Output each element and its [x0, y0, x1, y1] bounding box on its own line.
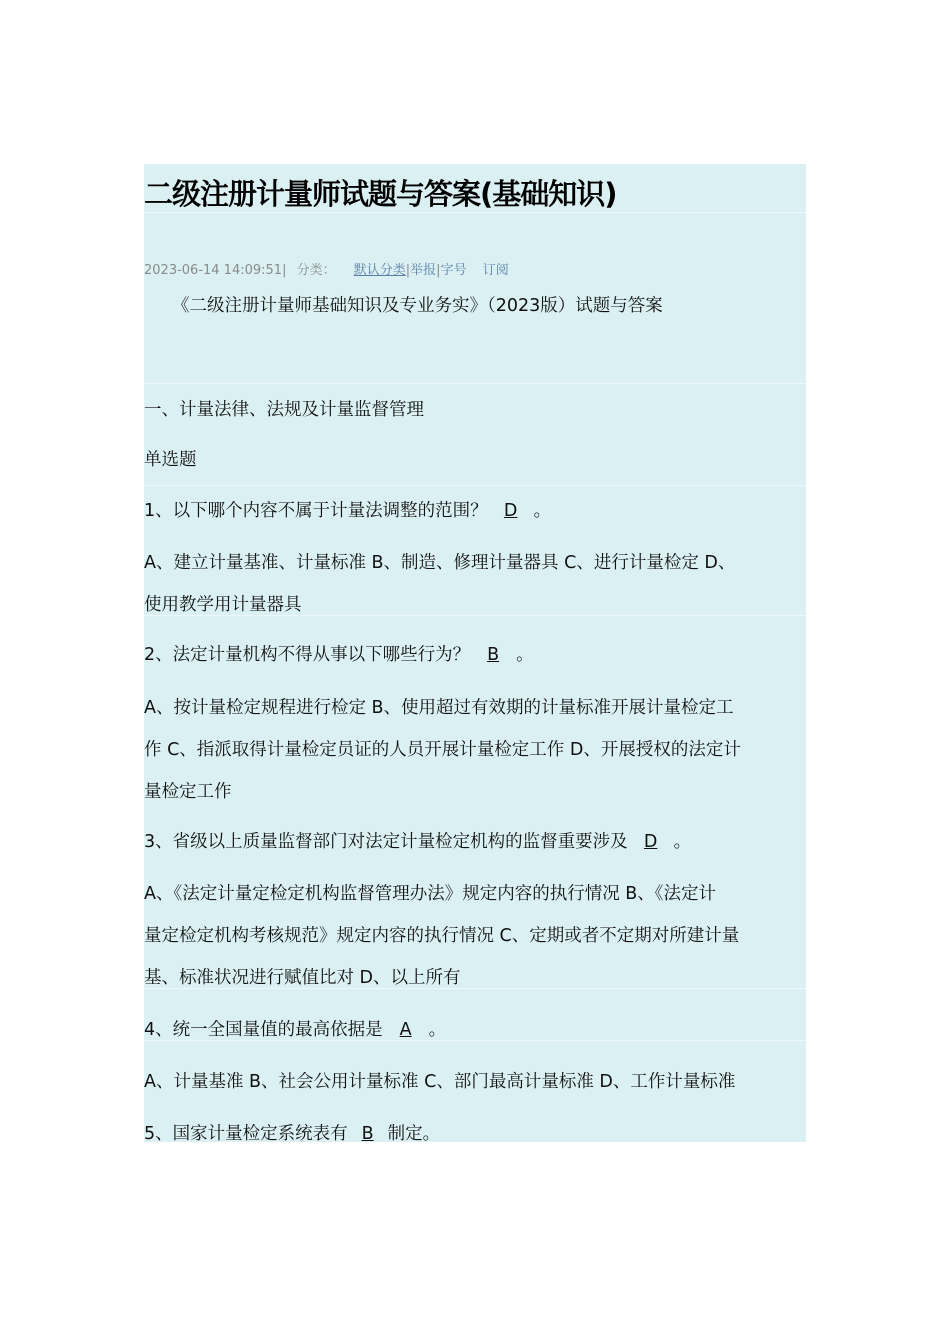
- question-tail: 。: [673, 832, 692, 852]
- document-subtitle: 《二级注册计量师基础知识及专业务实》（2023版）试题与答案: [172, 296, 663, 316]
- option-line: 使用教学用计量器具: [144, 595, 302, 615]
- report-link[interactable]: 举报: [410, 263, 437, 278]
- question-tail: 。: [516, 645, 534, 665]
- option-line: 基、标准状况进行赋值比对 D、以上所有: [144, 968, 461, 988]
- question-text: 1、以下哪个内容不属于计量法调整的范围？: [144, 501, 488, 521]
- divider: [144, 383, 806, 384]
- article-meta: [144, 259, 509, 278]
- font-size-link[interactable]: 字号: [440, 263, 467, 278]
- answer-blank: B: [361, 1124, 374, 1144]
- question-tail: 。: [428, 1020, 447, 1040]
- article-title: 二级注册计量师试题与答案(基础知识): [144, 177, 617, 211]
- question-stem: [144, 641, 534, 666]
- meta-separator: |: [405, 263, 411, 278]
- question-stem: [144, 828, 691, 853]
- divider: [144, 485, 806, 486]
- answer-blank: B: [487, 645, 500, 665]
- option-line: A、《法定计量定检定机构监督管理办法》规定内容的执行情况 B、《法定计: [144, 884, 717, 904]
- option-line: 量检定工作: [144, 782, 232, 802]
- question-text: 4、统一全国量值的最高依据是: [144, 1020, 383, 1040]
- answer-blank: D: [643, 832, 658, 852]
- question-stem: [144, 497, 551, 522]
- question-text: 2、法定计量机构不得从事以下哪些行为？: [144, 645, 471, 665]
- answer-blank: A: [399, 1020, 412, 1040]
- question-stem: [144, 1120, 440, 1145]
- post-datetime: 2023-06-14 14:09:51|: [144, 263, 287, 278]
- option-line: 作 C、指派取得计量检定员证的人员开展计量检定工作 D、开展授权的法定计: [144, 740, 741, 760]
- category-label: 分类：: [296, 263, 336, 278]
- option-line: A、按计量检定规程进行检定 B、使用超过有效期的计量标准开展计量检定工: [144, 698, 734, 718]
- question-text: 3、省级以上质量监督部门对法定计量检定机构的监督重要涉及: [144, 832, 628, 852]
- option-line: 量定检定机构考核规范》规定内容的执行情况 C、定期或者不定期对所建计量: [144, 926, 740, 946]
- question-stem: [144, 1016, 446, 1041]
- option-line: A、计量基准 B、社会公用计量标准 C、部门最高计量标准 D、工作计量标准: [144, 1072, 736, 1092]
- subscribe-link[interactable]: 订阅: [482, 263, 509, 278]
- question-tail: 。: [533, 501, 552, 521]
- option-line: A、建立计量基准、计量标准 B、制造、修理计量器具 C、进行计量检定 D、: [144, 553, 736, 573]
- question-tail: 制定。: [387, 1124, 441, 1144]
- section-heading: 一、计量法律、法规及计量监督管理: [144, 400, 424, 420]
- question-text: 5、国家计量检定系统表有: [144, 1124, 348, 1144]
- answer-blank: D: [503, 501, 518, 521]
- category-link[interactable]: 默认分类: [353, 263, 406, 278]
- meta-separator: |: [436, 263, 441, 278]
- question-type: 单选题: [144, 450, 197, 470]
